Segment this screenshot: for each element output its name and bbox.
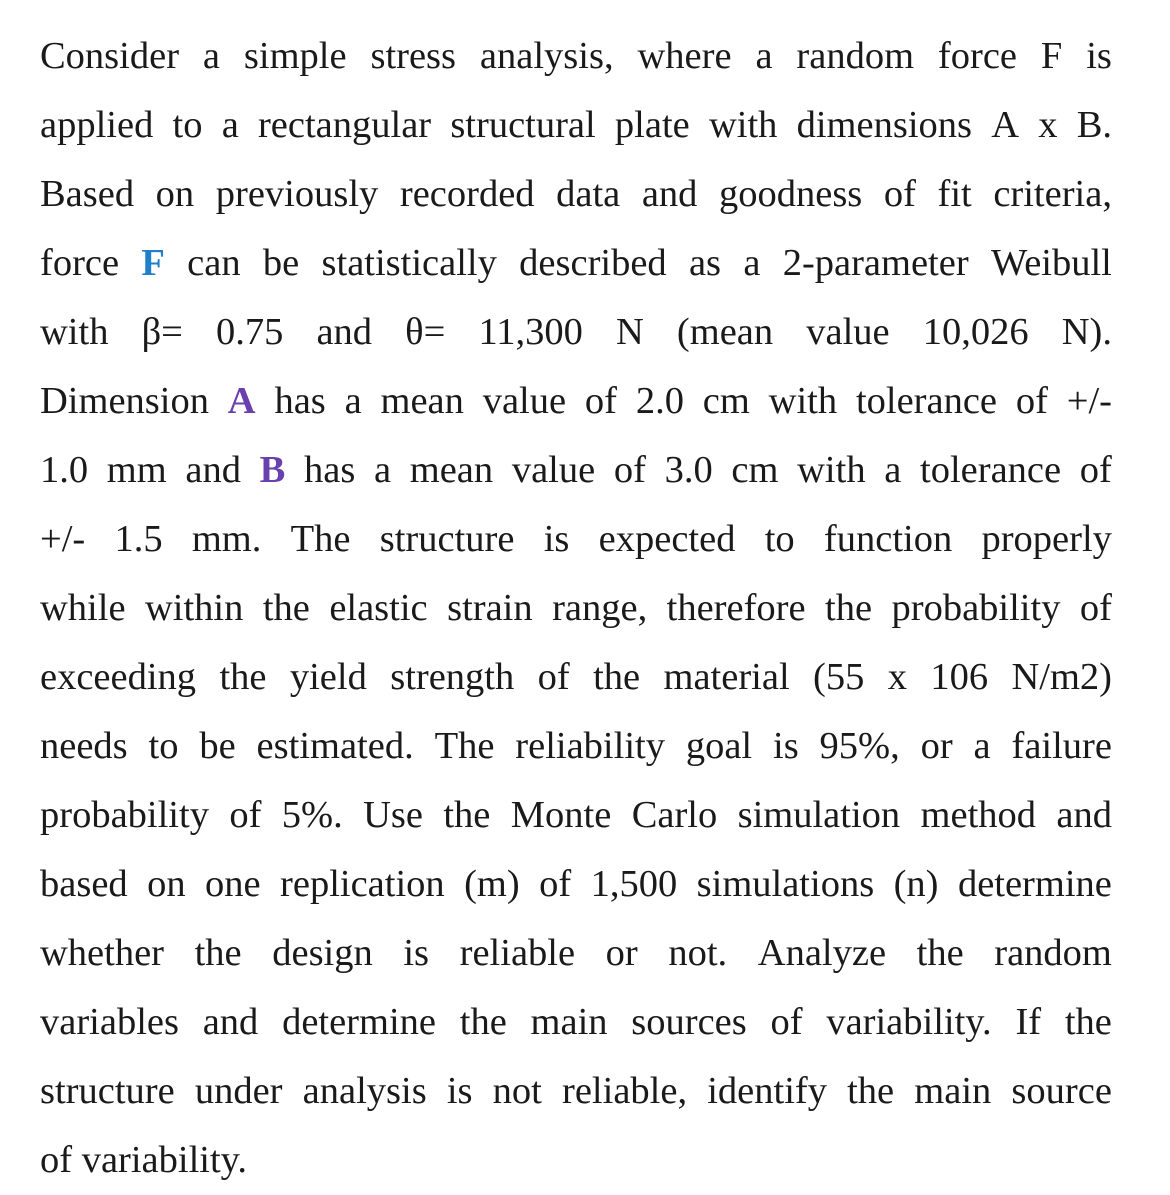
word: and — [202, 1001, 259, 1043]
word: plate — [614, 104, 690, 146]
word: probability — [891, 587, 1061, 629]
word: the — [593, 656, 641, 698]
word: variables — [40, 1001, 179, 1043]
word: determine — [282, 1001, 436, 1043]
word: +/- — [1066, 380, 1112, 422]
word: one — [205, 863, 261, 905]
word: method — [920, 794, 1037, 836]
word: a — [202, 35, 221, 77]
word: value — [482, 380, 567, 422]
word: The — [290, 518, 351, 560]
text-segment: of variability. — [40, 1139, 248, 1181]
word: goal — [685, 725, 753, 767]
word: the — [916, 932, 964, 974]
word: structural — [450, 104, 596, 146]
word: strength — [390, 656, 515, 698]
word: source — [1011, 1070, 1112, 1112]
paragraph-line — [40, 1126, 1112, 1195]
word: can — [187, 242, 241, 284]
paragraph-line — [40, 643, 1112, 712]
word: mm. — [191, 518, 262, 560]
word: replication — [280, 863, 445, 905]
word: determine — [957, 863, 1112, 905]
word: is — [543, 518, 570, 560]
paragraph-line — [40, 850, 1112, 919]
paragraph-line — [40, 91, 1112, 160]
word: strain — [447, 587, 533, 629]
word: tolerance — [855, 380, 998, 422]
word: of — [770, 1001, 803, 1043]
word: the — [443, 794, 491, 836]
variable-label: A — [227, 380, 256, 422]
word: data — [556, 173, 621, 215]
word: mean — [380, 380, 464, 422]
word: exceeding — [40, 656, 197, 698]
word: a — [344, 380, 362, 422]
word: θ= — [405, 311, 446, 353]
word: be — [262, 242, 300, 284]
word: material — [663, 656, 790, 698]
word: 5%. — [281, 794, 343, 836]
paragraph-line — [40, 574, 1112, 643]
word: as — [688, 242, 722, 284]
word: with — [708, 104, 778, 146]
word: random — [796, 35, 915, 77]
word: the — [219, 656, 267, 698]
word: random — [994, 932, 1112, 974]
word: Use — [363, 794, 423, 836]
word: a — [884, 449, 902, 491]
word: of — [1015, 380, 1048, 422]
word: analysis, — [479, 35, 614, 77]
word: while — [40, 587, 126, 629]
word: mm — [106, 449, 167, 491]
word: be — [199, 725, 236, 767]
word: estimated. — [256, 725, 414, 767]
word: tolerance — [920, 449, 1062, 491]
word: not. — [668, 932, 728, 974]
word: A — [991, 104, 1020, 146]
paragraph-line — [40, 919, 1112, 988]
word: on — [155, 173, 195, 215]
word: whether — [40, 932, 164, 974]
word: N). — [1061, 311, 1112, 353]
paragraph-line — [40, 988, 1112, 1057]
word: or — [920, 725, 953, 767]
word: within — [144, 587, 244, 629]
word: fit — [937, 173, 972, 215]
word: is — [1086, 35, 1112, 77]
word: main — [530, 1001, 608, 1043]
word: to — [148, 725, 179, 767]
word: design — [272, 932, 373, 974]
word: rectangular — [257, 104, 432, 146]
paragraph-line — [40, 229, 1112, 298]
word: or — [605, 932, 638, 974]
word: β= — [141, 311, 183, 353]
word: and — [185, 449, 241, 491]
word: main — [914, 1070, 992, 1112]
word: of — [537, 656, 570, 698]
word: previously — [215, 173, 379, 215]
word: force — [40, 242, 120, 284]
variable-label: F — [141, 242, 165, 284]
word: the — [825, 587, 873, 629]
word: the — [1064, 1001, 1112, 1043]
word: (n) — [893, 863, 939, 905]
word: The — [434, 725, 495, 767]
word: a — [374, 449, 392, 491]
paragraph-line — [40, 160, 1112, 229]
word: analysis — [302, 1070, 427, 1112]
word: 11,300 — [478, 311, 583, 353]
word: statistically — [321, 242, 497, 284]
word: a — [221, 104, 239, 146]
word: reliability — [515, 725, 665, 767]
word: 1.5 — [114, 518, 163, 560]
word: cm — [731, 449, 779, 491]
word: +/- — [40, 518, 86, 560]
word: the — [194, 932, 242, 974]
word: N/m2) — [1011, 656, 1112, 698]
word: stress — [370, 35, 457, 77]
word: x — [887, 656, 907, 698]
word: N — [616, 311, 644, 353]
paragraph-line — [40, 22, 1112, 91]
word: 1,500 — [590, 863, 678, 905]
word: not — [492, 1070, 542, 1112]
paragraph-line — [40, 436, 1112, 505]
word: of — [613, 449, 646, 491]
word: variability. — [826, 1001, 992, 1043]
word: with — [768, 380, 838, 422]
word: and — [641, 173, 698, 215]
word: identify — [707, 1070, 827, 1112]
word: Dimension — [40, 380, 209, 422]
word: (m) — [464, 863, 520, 905]
word: If — [1015, 1001, 1042, 1043]
word: cm — [702, 380, 750, 422]
word: on — [147, 863, 186, 905]
word: simulation — [737, 794, 901, 836]
word: based — [40, 863, 128, 905]
word: (55 — [813, 656, 865, 698]
word: 0.75 — [215, 311, 284, 353]
paragraph-line — [40, 781, 1112, 850]
word: to — [764, 518, 795, 560]
word: recorded — [399, 173, 535, 215]
word: has — [304, 449, 356, 491]
word: 2-parameter — [782, 242, 969, 284]
word: a — [973, 725, 991, 767]
word: of — [539, 863, 572, 905]
word: to — [172, 104, 203, 146]
word: dimensions — [796, 104, 973, 146]
word: F — [1040, 35, 1063, 77]
word: Weibull — [990, 242, 1112, 284]
word: a — [743, 242, 761, 284]
word: where — [637, 35, 732, 77]
paragraph-line — [40, 1057, 1112, 1126]
word: structure — [379, 518, 515, 560]
word: force — [937, 35, 1017, 77]
word: Consider — [40, 35, 180, 77]
word: criteria, — [993, 173, 1112, 215]
word: simple — [243, 35, 347, 77]
word: 3.0 — [664, 449, 713, 491]
word: the — [262, 587, 310, 629]
word: range, — [552, 587, 648, 629]
paragraph-line — [40, 505, 1112, 574]
word: therefore — [666, 587, 806, 629]
word: x — [1038, 104, 1058, 146]
word: (mean — [676, 311, 774, 353]
paragraph-line — [40, 298, 1112, 367]
word: described — [519, 242, 667, 284]
word: Carlo — [631, 794, 718, 836]
word: under — [194, 1070, 283, 1112]
word: 1.0 — [40, 449, 89, 491]
word: the — [459, 1001, 507, 1043]
word: of — [883, 173, 916, 215]
word: B. — [1076, 104, 1112, 146]
word: is — [446, 1070, 473, 1112]
word: goodness — [718, 173, 863, 215]
word: and — [316, 311, 373, 353]
word: probability — [40, 794, 209, 836]
word: and — [1056, 794, 1112, 836]
word: with — [797, 449, 866, 491]
word: reliable — [459, 932, 576, 974]
word: has — [274, 380, 326, 422]
word: 106 — [930, 656, 989, 698]
word: with — [40, 311, 109, 353]
word: 95%, — [819, 725, 900, 767]
problem-statement — [40, 22, 1112, 1195]
word: sources — [631, 1001, 747, 1043]
word: Monte — [510, 794, 612, 836]
word: is — [403, 932, 430, 974]
word: of — [1079, 449, 1112, 491]
word: yield — [289, 656, 367, 698]
word: the — [847, 1070, 895, 1112]
word: function — [823, 518, 953, 560]
paragraph-line — [40, 712, 1112, 781]
word: reliable, — [562, 1070, 688, 1112]
word: of — [584, 380, 617, 422]
paragraph-line — [40, 367, 1112, 436]
word: applied — [40, 104, 154, 146]
word: failure — [1011, 725, 1112, 767]
word: 10,026 — [922, 311, 1029, 353]
word: is — [773, 725, 799, 767]
word: 2.0 — [635, 380, 684, 422]
word: value — [511, 449, 596, 491]
word: structure — [40, 1070, 175, 1112]
word: of — [1079, 587, 1112, 629]
variable-label: B — [259, 449, 286, 491]
word: mean — [409, 449, 494, 491]
word: properly — [981, 518, 1112, 560]
word: of — [229, 794, 262, 836]
word: a — [755, 35, 773, 77]
word: simulations — [696, 863, 875, 905]
word: Based — [40, 173, 135, 215]
word: expected — [598, 518, 736, 560]
word: elastic — [329, 587, 428, 629]
word: value — [806, 311, 890, 353]
word: Analyze — [757, 932, 887, 974]
word: needs — [40, 725, 128, 767]
